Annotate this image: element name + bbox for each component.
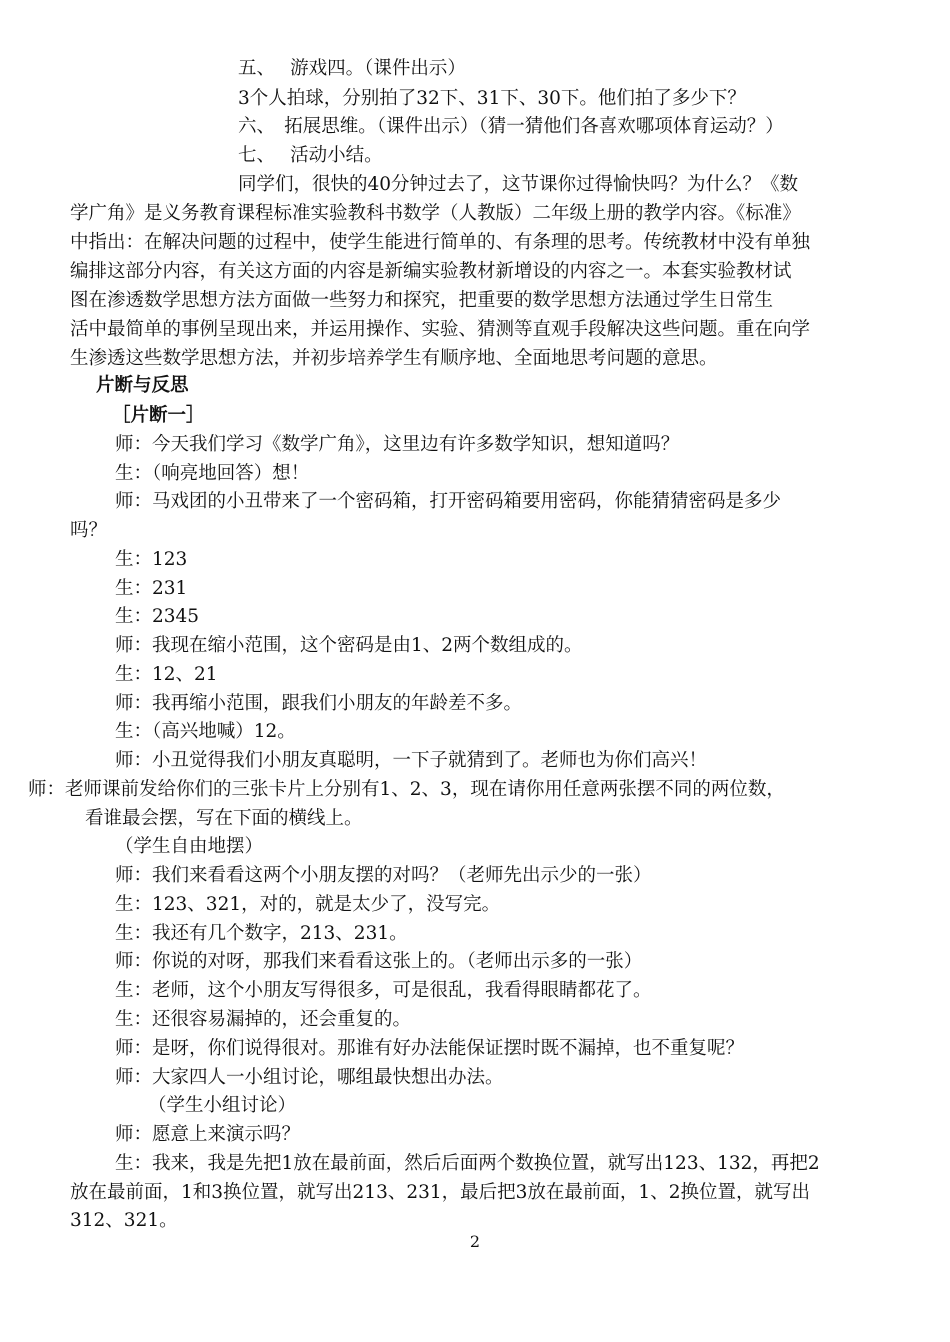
dialogue-line: 生：我还有几个数字，213、231。 bbox=[115, 923, 408, 944]
dialogue-line: 生：我来，我是先把1放在最前面，然后后面两个数换位置，就写出123、132，再把2 bbox=[115, 1153, 820, 1174]
dialogue-line: 生：老师，这个小朋友写得很多，可是很乱，我看得眼睛都花了。 bbox=[115, 980, 652, 1001]
dialogue-line: 生：（高兴地喊）12。 bbox=[115, 721, 296, 742]
summary-paragraph-line: 学广角》是义务教育课程标准实验教科书数学（人教版）二年级上册的教学内容。《标准》 bbox=[70, 203, 801, 224]
section-six-heading: 六、 拓展思维。（课件出示）（猜一猜他们各喜欢哪项体育运动？） bbox=[238, 116, 784, 137]
dialogue-line: 师：我再缩小范围，跟我们小朋友的年龄差不多。 bbox=[115, 693, 523, 714]
fragment-heading: ［片断一］ bbox=[112, 405, 205, 426]
dialogue-line: 师：我现在缩小范围，这个密码是由1、2两个数组成的。 bbox=[115, 635, 583, 656]
dialogue-line: 生：12、21 bbox=[115, 664, 218, 685]
summary-paragraph-line: 编排这部分内容，有关这方面的内容是新编实验教材新增设的内容之一。本套实验教材试 bbox=[70, 261, 792, 282]
dialogue-line: 312、321。 bbox=[70, 1210, 178, 1231]
dialogue-line: 师：大家四人一小组讨论，哪组最快想出办法。 bbox=[115, 1067, 504, 1088]
section-five-heading: 五、 游戏四。（课件出示） bbox=[238, 58, 466, 79]
dialogue-line: 生：231 bbox=[115, 578, 188, 599]
stage-direction: （学生小组讨论） bbox=[148, 1095, 297, 1116]
dialogue-line: 师：马戏团的小丑带来了一个密码箱，打开密码箱要用密码，你能猜猜密码是多少 bbox=[115, 491, 782, 512]
dialogue-line: 师：愿意上来演示吗？ bbox=[115, 1124, 301, 1145]
section-seven-heading: 七、 活动小结。 bbox=[238, 145, 383, 166]
summary-paragraph-line: 中指出：在解决问题的过程中，使学生能进行简单的、有条理的思考。传统教材中没有单独 bbox=[70, 232, 811, 253]
dialogue-line: 生：123、321，对的，就是太少了，没写完。 bbox=[115, 894, 501, 915]
summary-paragraph-line: 图在渗透数学思想方法方面做一些努力和探究，把重要的数学思想方法通过学生日常生 bbox=[70, 290, 774, 311]
dialogue-line: 放在最前面，1和3换位置，就写出213、231，最后把3放在最前面，1、2换位置，就写出 bbox=[70, 1182, 810, 1203]
dialogue-line: 师：我们来看看这两个小朋友摆的对吗？（老师先出示少的一张） bbox=[115, 865, 652, 886]
dialogue-line: 师：你说的对呀，那我们来看看这张上的。（老师出示多的一张） bbox=[115, 951, 643, 972]
stage-direction: （学生自由地摆） bbox=[115, 836, 264, 857]
dialogue-line: 生：还很容易漏掉的，还会重复的。 bbox=[115, 1009, 412, 1030]
dialogue-line: 师：老师课前发给你们的三张卡片上分别有1、2、3，现在请你用任意两张摆不同的两位数， bbox=[28, 779, 785, 800]
dialogue-line: 生：（响亮地回答）想！ bbox=[115, 463, 310, 484]
section-heading: 片断与反思 bbox=[96, 375, 189, 396]
dialogue-line: 吗？ bbox=[70, 520, 108, 541]
summary-paragraph-line: 同学们，很快的40分钟过去了，这节课你过得愉快吗？为什么？《数 bbox=[238, 174, 799, 195]
dialogue-line: 师：是呀，你们说得很对。那谁有好办法能保证摆时既不漏掉，也不重复呢？ bbox=[115, 1038, 745, 1059]
paragraph-line: 3个人拍球，分别拍了32下、31下、30下。他们拍了多少下？ bbox=[238, 88, 746, 109]
dialogue-line: 生：2345 bbox=[115, 606, 200, 627]
summary-paragraph-line: 活中最简单的事例呈现出来，并运用操作、实验、猜测等直观手段解决这些问题。重在向学 bbox=[70, 319, 811, 340]
dialogue-line: 师：今天我们学习《数学广角》，这里边有许多数学知识，想知道吗？ bbox=[115, 434, 680, 455]
summary-paragraph-line: 生渗透这些数学思想方法，并初步培养学生有顺序地、全面地思考问题的意思。 bbox=[70, 348, 718, 369]
dialogue-line: 师：小丑觉得我们小朋友真聪明，一下子就猜到了。老师也为你们高兴！ bbox=[115, 750, 708, 771]
dialogue-line: 看谁最会摆，写在下面的横线上。 bbox=[85, 808, 363, 829]
dialogue-line: 生：123 bbox=[115, 549, 188, 570]
page-number: 2 bbox=[469, 1232, 481, 1251]
